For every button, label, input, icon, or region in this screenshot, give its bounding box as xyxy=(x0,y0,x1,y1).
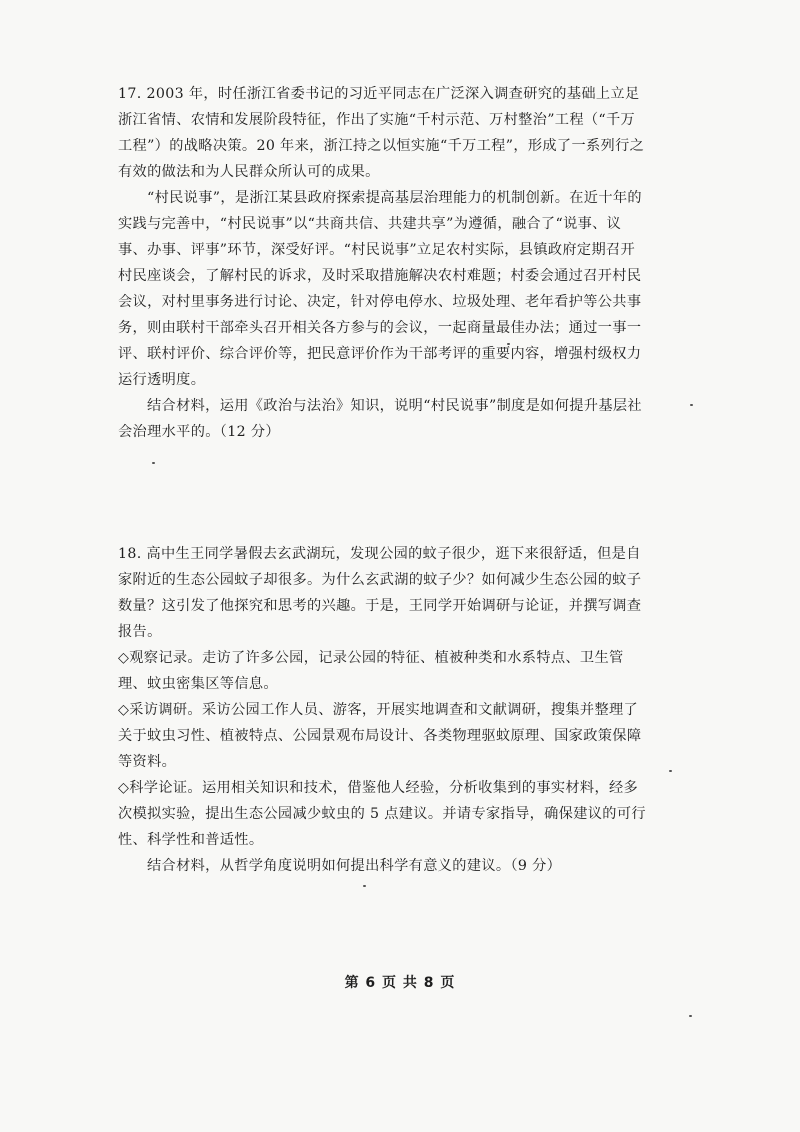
question-18-intro: 18. 高中生王同学暑假去玄武湖玩，发现公园的蚊子很少，逛下来很舒适，但是自家附近的生态公园蚊子却很多。为什么玄武湖的蚊子少？如何减少生态公园的蚊子数量？这引发了他探究和思考的兴趣。于是，王同学开始调研与论证，并撰写调查报告。 xyxy=(118,546,642,640)
scan-speck xyxy=(689,1015,692,1017)
scan-speck xyxy=(152,462,155,464)
question-17-prompt: 结合材料，运用《政治与法治》知识，说明“村民说事”制度是如何提升基层社会治理水平的。（12 分） xyxy=(118,398,642,440)
question-17 xyxy=(118,81,646,445)
question-17-material: “村民说事”，是浙江某县政府探索提高基层治理能力的机制创新。在近十年的实践与完善中，“村民说事”以“共商共信、共建共享”为遵循，融合了“说事、议事、办事、评事”环节，深受好评。“村民说事”立足农村实际，县镇政府定期召开村民座谈会，了解村民的诉求，及时采取措施解决农村难题；村委会通过召开村民会议，对村里事务进行讨论、决定，针对停电停水、垃圾处理、老年看护等公共事务，则由联村干部牵头召开相关各方参与的会议，一起商量最佳办法；通过一事一评、联村评价、综合评价等，把民意评价作为干部考评的重要内容，增强村级权力运行透明度。 xyxy=(118,190,642,388)
question-18-prompt: 结合材料，从哲学角度说明如何提出科学有意义的建议。（9 分） xyxy=(147,858,562,874)
question-18 xyxy=(118,541,646,879)
scan-speck xyxy=(690,404,693,406)
question-18-step-interview: ◇采访调研。采访公园工作人员、游客，开展实地调查和文献调研，搜集并整理了关于蚊虫习性、植被特点、公园景观布局设计、各类物理驱蚊原理、国家政策保障等资料。 xyxy=(118,702,642,770)
question-17-intro: 17. 2003 年，时任浙江省委书记的习近平同志在广泛深入调查研究的基础上立足浙江省情、农情和发展阶段特征，作出了实施“千村示范、万村整治”工程（“千万工程”）的战略决策。20 年来，浙江持之以恒实施“千万工程”，形成了一系列行之有效的做法和为人民群众所认可的成果。 xyxy=(118,86,645,180)
question-18-step-argument: ◇科学论证。运用相关知识和技术，借鉴他人经验，分析收集到的事实材料，经多次模拟实验，提出生态公园减少蚊虫的 5 点建议。并请专家指导，确保建议的可行性、科学性和普适性。 xyxy=(118,780,646,848)
scan-speck xyxy=(507,343,510,345)
scan-speck xyxy=(363,885,366,887)
page-number: 第 6 页 共 8 页 xyxy=(344,975,456,991)
scan-speck xyxy=(669,770,672,772)
question-18-step-observe: ◇观察记录。走访了许多公园，记录公园的特征、植被种类和水系特点、卫生管理、蚊虫密集区等信息。 xyxy=(118,650,624,692)
